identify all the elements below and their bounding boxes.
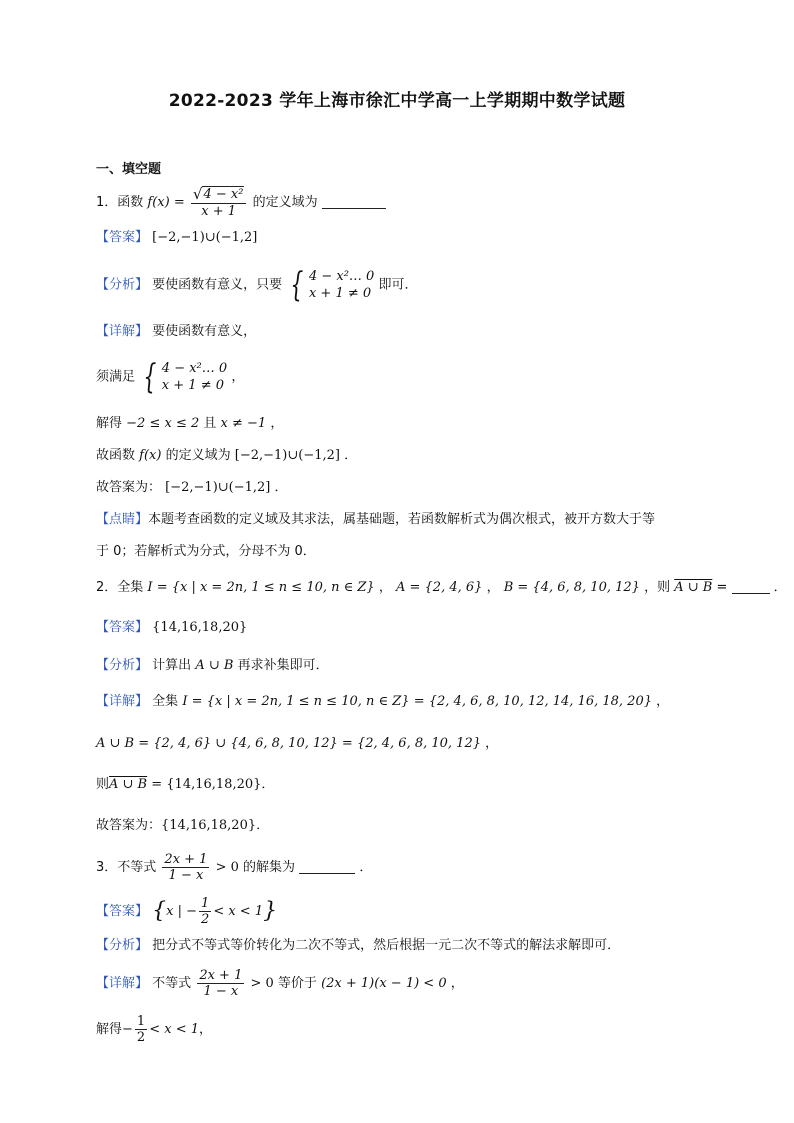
q2-end: ． xyxy=(773,580,787,595)
q2-sep-1: ， xyxy=(378,580,392,595)
answer-tag: 【答案】 xyxy=(96,230,149,245)
q1-detail-5-math: [−2,−1)∪(−1,2] xyxy=(165,480,271,495)
q3-answer xyxy=(96,896,277,927)
q2-detail-1-math: I = {x | x = 2n, 1 ≤ n ≤ 10, n ∈ Z} = {2, 4, 6, 8, 10, 12, 14, 16, 18, 20} xyxy=(182,694,652,709)
q3-end: ． xyxy=(359,860,373,875)
q1-detail-4-mid: 的定义域为 xyxy=(165,448,231,463)
q2-detail-text: 全集 xyxy=(152,694,179,709)
q3-detail-denominator: 1 − x xyxy=(203,984,239,999)
q3-answer-pre: x | − xyxy=(166,904,198,919)
q1-detail-3-text: 解得 xyxy=(96,416,123,431)
q2-analysis-text: 计算出 xyxy=(152,658,192,673)
q3-solution-fraction xyxy=(135,1014,147,1045)
q2-answer-value: {14,16,18,20} xyxy=(152,620,248,635)
q1-prefix: 1．函数 xyxy=(96,195,144,210)
q1-system-2: { 4 − x²… 0 x + 1 ≠ 0 xyxy=(143,357,228,397)
q1-detail-3-math-2: x ≠ −1 xyxy=(220,416,267,431)
answer-tag: 【答案】 xyxy=(96,904,149,919)
q2-detail-4-end: ． xyxy=(256,818,270,833)
q2-prefix: 2．全集 xyxy=(96,580,144,595)
q2-stem xyxy=(96,578,787,598)
q2-complement: A ∪ B xyxy=(674,580,713,595)
q1-comment-2: 于 0；若解析式为分式，分母不为 0． xyxy=(96,544,316,559)
q3-answer-value: {x | − $\frac{1}{2}$ < x < 1} xyxy=(152,896,278,927)
q3-detail-text: 不等式 xyxy=(152,976,192,991)
q2-detail-1 xyxy=(96,692,669,712)
detail-tag: 【详解】 xyxy=(96,324,149,339)
q2-detail-3-complement: A ∪ B xyxy=(109,777,148,792)
q3-answer-den: 2 xyxy=(201,912,210,927)
comment-tag: 【点睛】 xyxy=(96,512,149,527)
page-title: 2022-2023 学年上海市徐汇中学高一上学期期中数学试题 xyxy=(168,91,626,111)
q2-detail-3-text: 则 xyxy=(96,777,110,792)
q2-detail-3 xyxy=(96,775,274,795)
q1-detail-4-text: 故函数 xyxy=(96,448,136,463)
q3-analysis-text: 把分式不等式等价转化为二次不等式，然后根据一元二次不等式的解法求解即可． xyxy=(152,938,621,953)
q3-detail-numerator: 2x + 1 xyxy=(199,968,243,983)
q3-detail-mid: 等价于 xyxy=(277,976,317,991)
q1-detail-4-math: f(x) xyxy=(139,448,162,463)
q3-denominator: 1 − x xyxy=(168,868,204,883)
q3-fraction xyxy=(162,852,209,883)
q2-detail-3-math: = {14,16,18,20} xyxy=(147,777,262,792)
q3-suffix: 的解集为 xyxy=(243,860,296,875)
q3-solution-den: 2 xyxy=(136,1030,146,1045)
q1-detail-3-end: ， xyxy=(270,416,284,431)
q1-system-2-row-1: 4 − x²… 0 xyxy=(161,361,228,376)
q1-detail-4 xyxy=(96,446,357,466)
q3-analysis xyxy=(96,936,620,956)
q1-detail-3 xyxy=(96,414,283,434)
q3-answer-post: < x < 1 xyxy=(213,904,264,919)
q3-solution-text: 解得 xyxy=(96,1022,123,1037)
q2-analysis-end: 再求补集即可． xyxy=(237,658,329,673)
answer-tag: 【答案】 xyxy=(96,620,149,635)
q2-answer xyxy=(96,618,247,638)
q2-analysis-math: A ∪ B xyxy=(195,658,234,673)
q1-detail-2-end: ， xyxy=(231,369,245,385)
section-heading: 一、填空题 xyxy=(96,162,162,177)
analysis-tag: 【分析】 xyxy=(96,938,149,953)
q1-answer xyxy=(96,228,257,248)
q2-detail-4-text: 故答案为： xyxy=(96,818,162,833)
q2-detail-4 xyxy=(96,816,269,836)
analysis-tag: 【分析】 xyxy=(96,277,149,293)
q3-solution-num: 1 xyxy=(136,1014,146,1029)
q3-detail-gt: > 0 xyxy=(250,976,274,991)
q3-detail-math: (2x + 1)(x − 1) < 0 xyxy=(321,976,447,991)
q2-set-a: A = {2, 4, 6} xyxy=(395,580,483,595)
q2-then: ，则 xyxy=(644,580,671,595)
analysis-tag: 【分析】 xyxy=(96,658,149,673)
q3-numerator: 2x + 1 xyxy=(164,852,208,867)
q1-detail-5-text: 故答案为： xyxy=(96,480,162,495)
q2-analysis xyxy=(96,656,329,676)
q2-detail-1-end: ， xyxy=(656,694,670,709)
q1-detail-3-math: −2 ≤ x ≤ 2 xyxy=(126,416,200,431)
q1-system-row-2: x + 1 ≠ 0 xyxy=(308,286,372,301)
q1-system-2-row-2: x + 1 ≠ 0 xyxy=(161,378,224,393)
q3-answer-num: 1 xyxy=(201,896,210,911)
q1-radicand: 4 − x² xyxy=(203,187,244,202)
q1-detail-3-mid: 且 xyxy=(203,416,217,431)
q3-solution xyxy=(96,1014,212,1045)
q1-detail-2 xyxy=(96,357,245,397)
q1-answer-value: [−2,−1)∪(−1,2] xyxy=(152,230,258,245)
q3-detail-end: ， xyxy=(450,976,464,991)
q2-sep-2: ， xyxy=(486,580,500,595)
q1-detail-1 xyxy=(96,322,256,342)
detail-tag: 【详解】 xyxy=(96,694,149,709)
q1-detail-5 xyxy=(96,478,288,498)
q1-system: { 4 − x²… 0 x + 1 ≠ 0 xyxy=(290,265,375,305)
q1-detail-4-end: ． xyxy=(344,448,358,463)
q3-detail xyxy=(96,968,464,999)
q1-suffix: 的定义域为 xyxy=(252,195,318,210)
q2-detail-2-math: A ∪ B = {2, 4, 6} ∪ {4, 6, 8, 10, 12} = {2, 4, 6, 8, 10, 12} xyxy=(96,736,481,751)
q1-analysis xyxy=(96,265,418,305)
q2-detail-3-end: ． xyxy=(261,777,275,792)
answer-blank xyxy=(732,579,770,594)
q3-detail-fraction xyxy=(197,968,244,999)
q2-detail-4-math: {14,16,18,20} xyxy=(161,818,257,833)
q3-prefix: 3．不等式 xyxy=(96,860,157,875)
q1-stem xyxy=(96,186,386,219)
q1-detail-text: 要使函数有意义， xyxy=(152,324,257,339)
q1-function-name: f(x) = xyxy=(147,195,185,210)
q3-gt: > 0 xyxy=(215,860,239,875)
q3-stem xyxy=(96,852,372,883)
q1-analysis-text: 要使函数有意义，只要 xyxy=(152,277,283,293)
sqrt-icon: √ xyxy=(192,185,203,203)
q3-solution-end: ， xyxy=(199,1022,213,1037)
q1-detail-5-end: ． xyxy=(274,480,288,495)
q1-denominator: x + 1 xyxy=(201,204,237,219)
q3-solution-math: < x < 1 xyxy=(149,1022,199,1037)
answer-blank xyxy=(299,859,355,874)
q1-fraction xyxy=(191,186,247,219)
q1-analysis-end: 即可． xyxy=(378,277,418,293)
q3-solution-minus: − xyxy=(122,1022,133,1037)
q1-comment-text: 本题考查函数的定义域及其求法，属基础题，若函数解析式为偶次根式，被开方数大于等 xyxy=(148,512,656,527)
q1-detail-4-math-2: [−2,−1)∪(−1,2] xyxy=(234,448,340,463)
q1-comment-1 xyxy=(96,510,655,530)
answer-blank xyxy=(322,194,386,209)
detail-tag: 【详解】 xyxy=(96,976,149,991)
q2-equals: = xyxy=(716,580,728,595)
q1-detail-2-text: 须满足 xyxy=(96,369,136,385)
q2-detail-2-end: ， xyxy=(485,736,499,751)
q1-system-row-1: 4 − x²… 0 xyxy=(308,269,375,284)
q2-set-b: B = {4, 6, 8, 10, 12} xyxy=(503,580,640,595)
q3-answer-fraction xyxy=(199,896,211,927)
q2-set-i: I = {x | x = 2n, 1 ≤ n ≤ 10, n ∈ Z} xyxy=(147,580,375,595)
q2-detail-2 xyxy=(96,734,498,754)
